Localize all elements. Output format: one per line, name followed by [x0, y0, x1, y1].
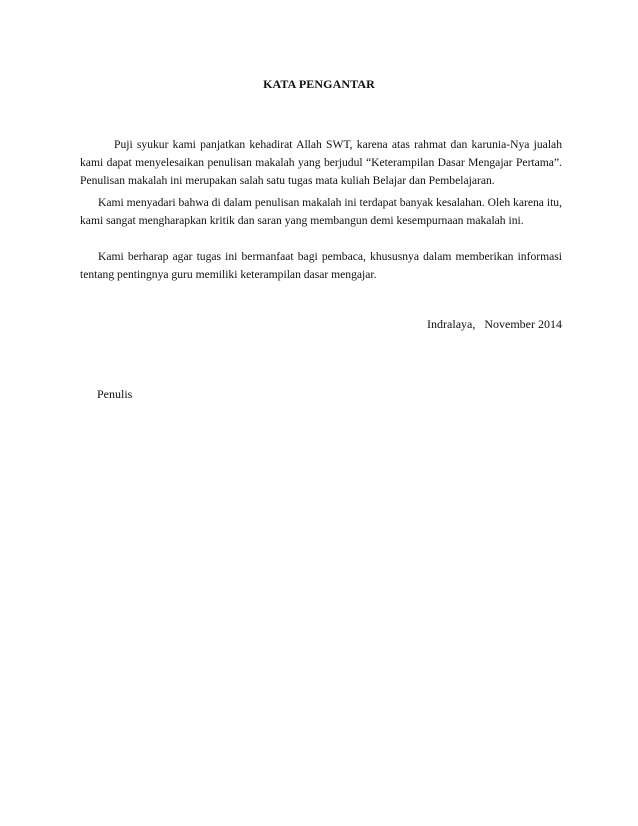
- signature-name: Penulis: [97, 387, 133, 401]
- paragraph-intro: Puji syukur kami panjatkan kehadirat Allah SWT, karena atas rahmat dan karunia-Nya jualah kami dapat menyelesaikan penulisan makalah yang berjudul “Keterampilan Dasar Mengajar Pertama”. Penulisan makalah ini merupakan salah satu tugas mata kuliah Belajar dan Pembelajaran.: [80, 137, 562, 187]
- document-title: KATA PENGANTAR: [263, 77, 375, 91]
- place-date: Indralaya, November 2014: [427, 317, 562, 331]
- paragraph-apology: Kami menyadari bahwa di dalam penulisan makalah ini terdapat banyak kesalahan. Oleh karena itu, kami sangat mengharapkan kritik dan saran yang membangun demi kesempurnaan makalah ini.: [80, 195, 562, 227]
- paragraph-hope: Kami berharap agar tugas ini bermanfaat bagi pembaca, khususnya dalam memberikan informasi tentang pentingnya guru memiliki keterampilan dasar mengajar.: [80, 249, 562, 281]
